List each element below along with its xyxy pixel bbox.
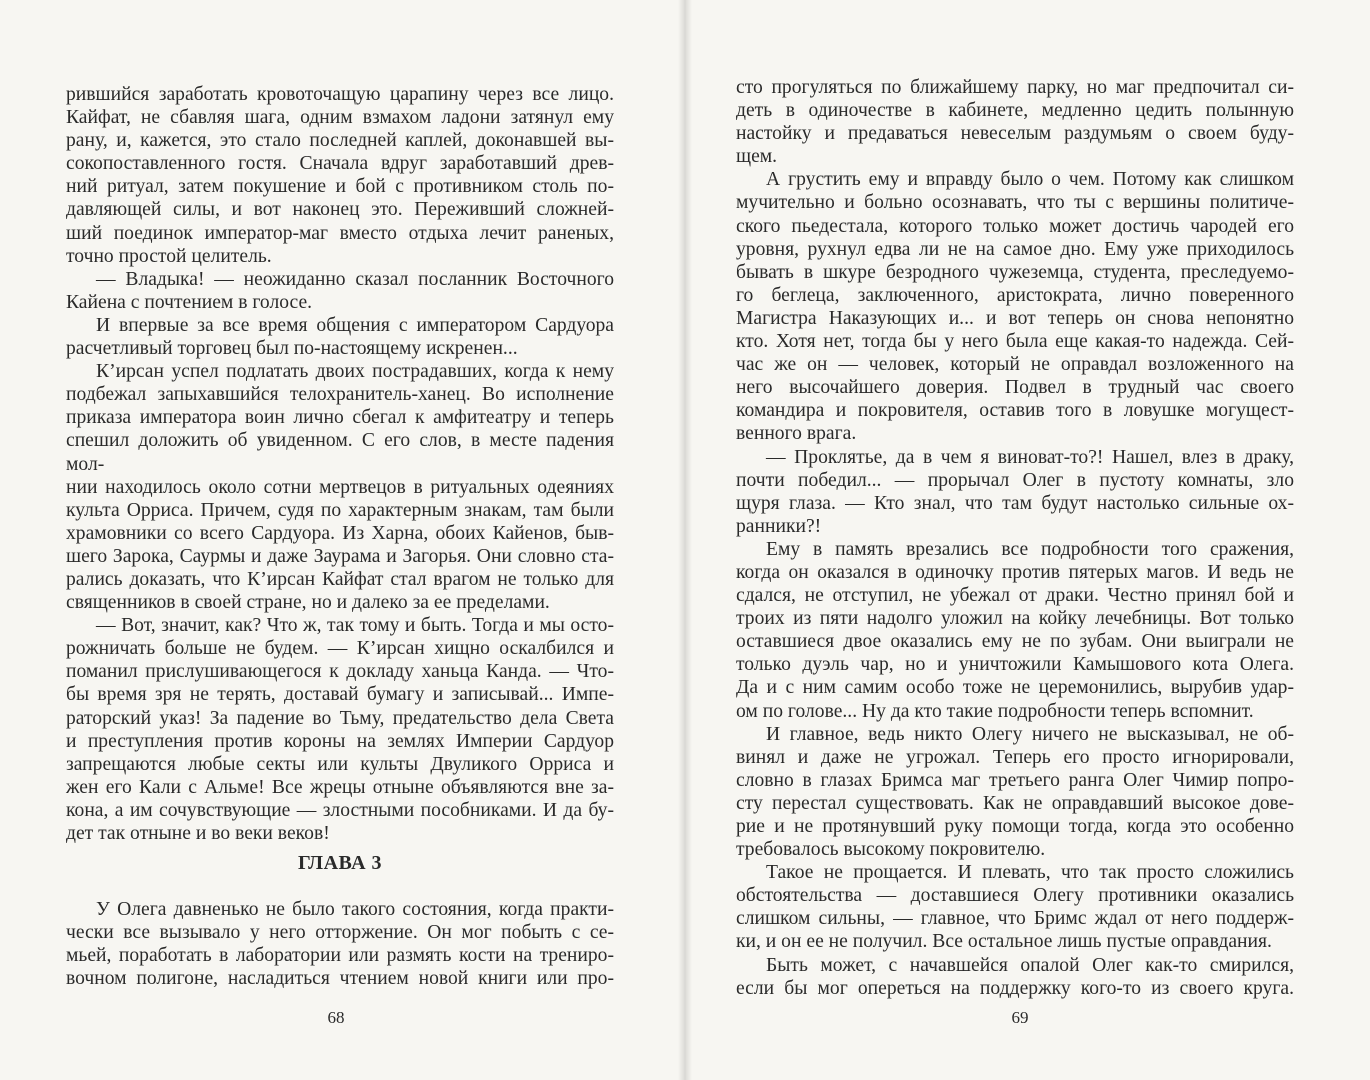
text-line: ского пьедестала, которого только может достичь чародей его	[736, 215, 1294, 237]
text-line: дет так отныне и во веки веков!	[66, 823, 330, 844]
text-line: когда он оказался в одиночку против пятерых магов. И ведь не	[736, 561, 1294, 583]
text-line: щуря глаза. — Кто знал, что там будут настолько сильные ох-	[736, 492, 1294, 514]
text-line: Ему в память врезались все подробности того сражения,	[766, 538, 1294, 560]
text-line: рившийся заработать кровоточащую царапину через все лицо.	[66, 84, 614, 105]
text-line: сдался, не отступил, не убежал от драки. Честно принял бой и	[736, 585, 1294, 607]
text-line: ний ритуал, затем покушение и бой с противником столь по-	[66, 176, 614, 198]
text-line: Магистра Наказующих и... и вот теперь он снова непонятно	[736, 307, 1294, 329]
text-line: Да и с ним самим особо тоже не церемонились, вырубив удар-	[736, 677, 1294, 699]
text-line: поманил прислушивающегося к докладу ханьца Канда. — Что-	[66, 661, 614, 683]
text-line: мьей, поработать в лаборатории или размять кости на трениро-	[66, 945, 614, 967]
text-line: словно в глазах Бримса маг третьего ранга Олег Чимир попро-	[736, 769, 1294, 791]
text-line: мучительно и больно осознавать, что ты с вершины политиче-	[736, 192, 1294, 214]
text-line: час же он — человек, который не оправдал возложенного на	[736, 354, 1294, 376]
text-line: рие и не протянувший руку помощи тогда, когда это особенно	[736, 816, 1294, 837]
text-line: вочном полигоне, насладиться чтением новой книги или про-	[66, 968, 614, 990]
text-line: И впервые за все время общения с императором Сардуора	[96, 314, 614, 336]
chapter-title: ГЛАВА 3	[297, 852, 383, 874]
text-line: бывать в шкуре безродного чужеземца, студента, преследуемо-	[736, 261, 1294, 283]
text-line: К’ирсан успел подлатать двоих пострадавших, когда к нему	[96, 361, 614, 383]
text-line: обстоятельства — доставшиеся Олегу противники оказались	[736, 885, 1294, 907]
page-number-right: 69	[1011, 1008, 1029, 1027]
text-line: Кайена с почтением в голосе.	[66, 291, 313, 313]
text-line: деть в одиночестве в кабинете, медленно цедить полынную	[736, 100, 1294, 122]
text-line: И главное, ведь никто Олегу ничего не высказывал, не об-	[766, 723, 1294, 745]
text-line: рались доказать, что К’ирсан Кайфат стал врагом не только для	[66, 568, 614, 590]
text-line: ки, и он ее не получил. Все остальное лишь пустые оправдания.	[736, 931, 1272, 953]
text-line: командира и покровителя, оставив того в ловушке могущест-	[736, 400, 1294, 422]
text-line: Такое не прощается. И плевать, что так просто сложились	[766, 862, 1294, 884]
text-line: и преступления против короны на землях Империи Сардуор	[66, 730, 614, 752]
text-line: го беглеца, заключенного, аристократа, лично поверенного	[736, 284, 1294, 306]
text-line: ший поединок император-маг вместо отдыха лечит раненых,	[66, 222, 614, 244]
text-line: кона, а им сочувствующие — злостными пособниками. И да бу-	[66, 799, 614, 821]
text-line: У Олега давненько не было такого состояния, когда практи-	[96, 899, 614, 920]
text-line: ом по голове... Ну да кто такие подробности теперь вспомнит.	[736, 700, 1254, 722]
text-line: — Вот, значит, как? Что ж, так тому и быть. Тогда и мы осто-	[96, 615, 614, 637]
text-line: приказа императора воин лично сбегал к амфитеатру и теперь	[66, 407, 614, 429]
left-page-text-top	[66, 83, 614, 845]
text-line: уровня, рухнул едва ли не на самое дно. Ему уже приходилось	[736, 238, 1294, 260]
text-line: троих из пяти надолго уложил на койку лечебницы. Вот только	[736, 608, 1294, 630]
text-line: храмовники со всего Сардуора. Из Харна, обоих Кайенов, быв-	[66, 522, 614, 544]
text-line: сту перестал существовать. Как не оправдавший высокое дове-	[736, 792, 1294, 814]
left-page-text-bottom	[66, 898, 614, 990]
text-line: давляющей силы, и вот наконец это. Переживший сложней-	[66, 199, 614, 221]
text-line: шего Зарока, Саурмы и даже Заурама и Загорья. Они словно ста-	[66, 545, 614, 567]
left-page	[0, 0, 684, 1080]
text-line: почти победил... — прорычал Олег в пустоту комнаты, зло	[736, 469, 1294, 491]
text-line: раторский указ! За падение во Тьму, предательство дела Света	[66, 707, 614, 729]
text-line: рожничать больше не будем. — К’ирсан хищно оскалбился и	[66, 638, 614, 660]
text-line: расчетливый торговец был по-настоящему искренен...	[66, 338, 518, 360]
text-line: запрещаются любые секты или культы Двуликого Орриса и	[66, 753, 614, 775]
text-line: — Владыка! — неожиданно сказал посланник Восточного	[96, 268, 614, 290]
text-line: спешил доложить об увиденном. С его слов, в месте падения мол-	[66, 430, 614, 475]
text-line: кто. Хотя нет, тогда бы у него была еще какая-то надежда. Сей-	[736, 331, 1294, 353]
book-gutter	[678, 0, 692, 1080]
text-line: него высочайшего доверия. Подвел в трудный час своего	[736, 377, 1294, 399]
text-line: сокопоставленного гостя. Сначала вдруг заработавший древ-	[66, 153, 614, 175]
text-line: А грустить ему и вправду было о чем. Потому как слишком	[766, 169, 1294, 191]
text-line: щем.	[736, 146, 778, 168]
text-line: сто прогуляться по ближайшему парку, но маг предпочитал си-	[736, 77, 1294, 98]
text-line: требовалось высокому покровителю.	[736, 839, 1046, 861]
text-line: только дуэль чар, но и уничтожили Камышового кота Олега.	[736, 654, 1294, 676]
text-line: точно простой целитель.	[66, 245, 272, 267]
text-line: винял и даже не угрожал. Теперь его просто игнорировали,	[736, 746, 1294, 768]
text-line: оставшиеся двое оказались ему не по зубам. Они выиграли не	[736, 631, 1294, 653]
text-line: ранники?!	[736, 515, 822, 537]
text-line: рану, и, кажется, это стало последней каплей, доконавшей вы-	[66, 130, 614, 152]
page-number-left: 68	[327, 1008, 345, 1027]
text-line: священников в своей стране, но и далеко за ее пределами.	[66, 592, 550, 614]
text-line: чески все вызывало у него отторжение. Он мог побыть с се-	[66, 922, 614, 944]
text-line: Быть может, с начавшейся опалой Олег как-то смирился,	[766, 954, 1294, 976]
text-line: слишком сильны, — главное, что Бримс ждал от него поддерж-	[736, 908, 1294, 930]
text-line: Кайфат, не сбавляя шага, одним взмахом ладони затянул ему	[66, 107, 614, 129]
text-line: подбежал запыхавшийся телохранитель-ханец. Во исполнение	[66, 384, 614, 406]
right-page-text	[736, 76, 1294, 1000]
text-line: настойку и предаваться невеселым раздумьям о своем буду-	[736, 123, 1294, 145]
text-line: нии находилось около сотни мертвецов в ритуальных одеяниях	[66, 476, 614, 498]
text-line: культа Орриса. Причем, судя по характерным знакам, там были	[66, 499, 614, 521]
text-line: бы время зря не терять, доставай бумагу и записывай... Импе-	[66, 684, 614, 706]
text-line: венного врага.	[736, 423, 857, 445]
right-page	[684, 0, 1370, 1080]
text-line: жен его Кали с Альме! Все жрецы отныне объявляются вне за-	[66, 776, 614, 798]
text-line: если бы мог опереться на поддержку кого-то из своего круга.	[736, 977, 1294, 999]
text-line: — Проклятье, да в чем я виноват-то?! Нашел, влез в драку,	[766, 446, 1294, 468]
